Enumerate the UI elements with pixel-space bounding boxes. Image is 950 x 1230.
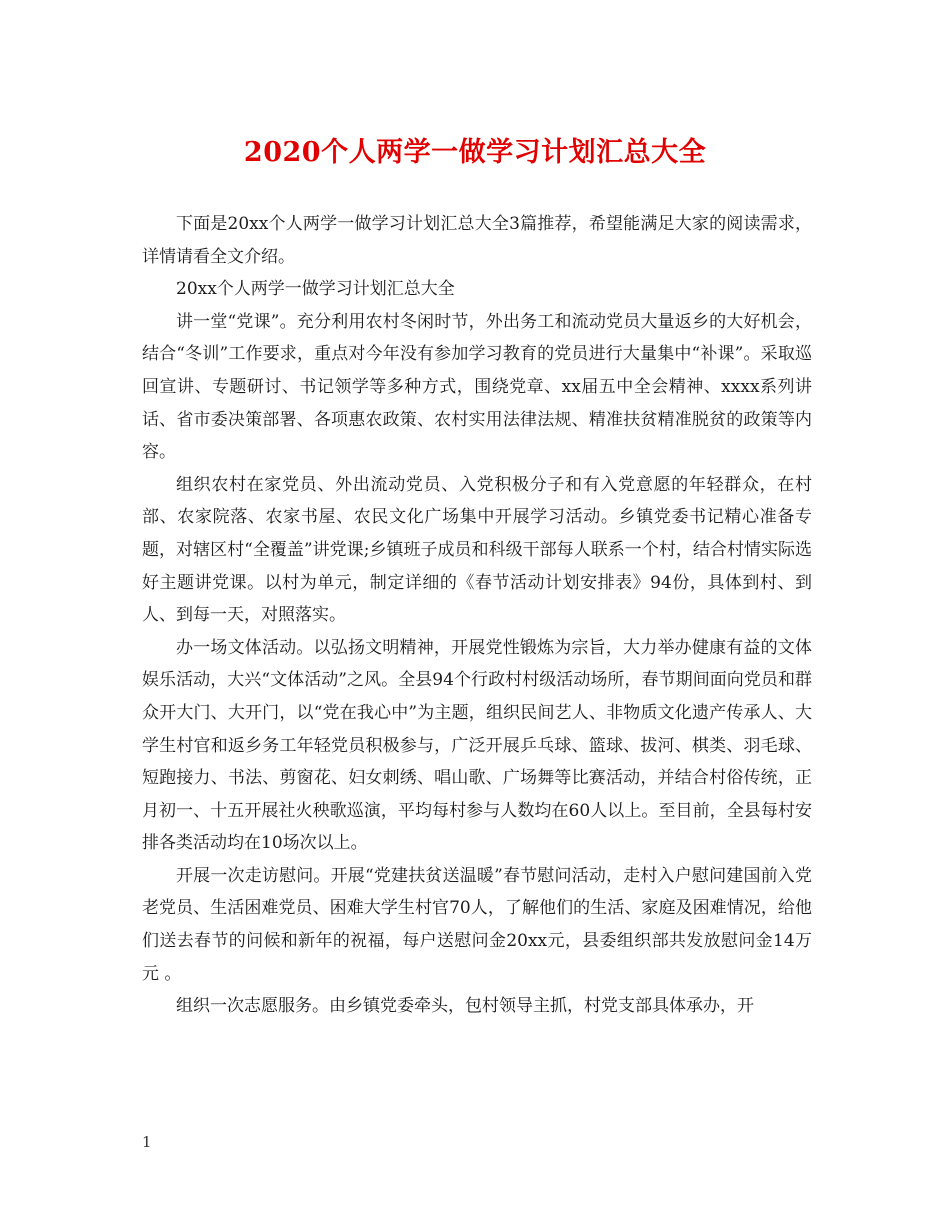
document-body	[142, 208, 812, 1023]
page-number: 1	[142, 1133, 152, 1151]
paragraph-cultural-activity: 办一场文体活动。以弘扬文明精神，开展党性锻炼为宗旨，大力举办健康有益的文体娱乐活动，大兴“文体活动”之风。全县94个行政村村级活动场所，春节期间面向党员和群众开大门、大开门，以“党在我心中”为主题，组织民间艺人、非物质文化遗产传承人、大学生村官和返乡务工年轻党员积极参与，广泛开展乒乓球、篮球、拔河、棋类、羽毛球、短跑接力、书法、剪窗花、妇女刺绣、唱山歌、广场舞等比赛活动，并结合村俗传统，正月初一、十五开展社火秧歌巡演，平均每村参与人数均在60人以上。至目前，全县每村安排各类活动均在10场次以上。	[142, 637, 812, 854]
paragraph-visit: 开展一次走访慰问。开展“党建扶贫送温暖”春节慰问活动，走村入户慰问建国前入党老党员、生活困难党员、困难大学生村官70人，了解他们的生活、家庭及困难情况，给他们送去春节的问候和新年的祝福，每户送慰问金20xx元，县委组织部共发放慰问金14万元 。	[142, 865, 812, 984]
paragraph-subtitle: 20xx个人两学一做学习计划汇总大全	[176, 279, 455, 300]
paragraph-volunteer: 组织一次志愿服务。由乡镇党委牵头，包村领导主抓，村党支部具体承办，开	[176, 996, 754, 1017]
paragraph-study-activity: 组织农村在家党员、外出流动党员、入党积极分子和有入党意愿的年轻群众，在村部、农家院落、农家书屋、农民文化广场集中开展学习活动。乡镇党委书记精心准备专题，对辖区村“全覆盖”讲党课;乡镇班子成员和科级干部每人联系一个村，结合村情实际选好主题讲党课。以村为单元，制定详细的《春节活动计划安排表》94份，具体到村、到人、到每一天，对照落实。	[142, 474, 812, 626]
paragraph-intro: 下面是20xx个人两学一做学习计划汇总大全3篇推荐，希望能满足大家的阅读需求，详情请看全文介绍。	[142, 214, 812, 267]
document-title: 2020个人两学一做学习计划汇总大全	[243, 137, 707, 168]
paragraph-party-lesson: 讲一堂“党课”。充分利用农村冬闲时节，外出务工和流动党员大量返乡的大好机会，结合“冬训”工作要求，重点对今年没有参加学习教育的党员进行大量集中“补课”。采取巡回宣讲、专题研讨、书记领学等多种方式，围绕党章、xx届五中全会精神、xxxx系列讲话、省市委决策部署、各项惠农政策、农村实用法律法规、精准扶贫精准脱贫的政策等内容。	[142, 311, 812, 463]
